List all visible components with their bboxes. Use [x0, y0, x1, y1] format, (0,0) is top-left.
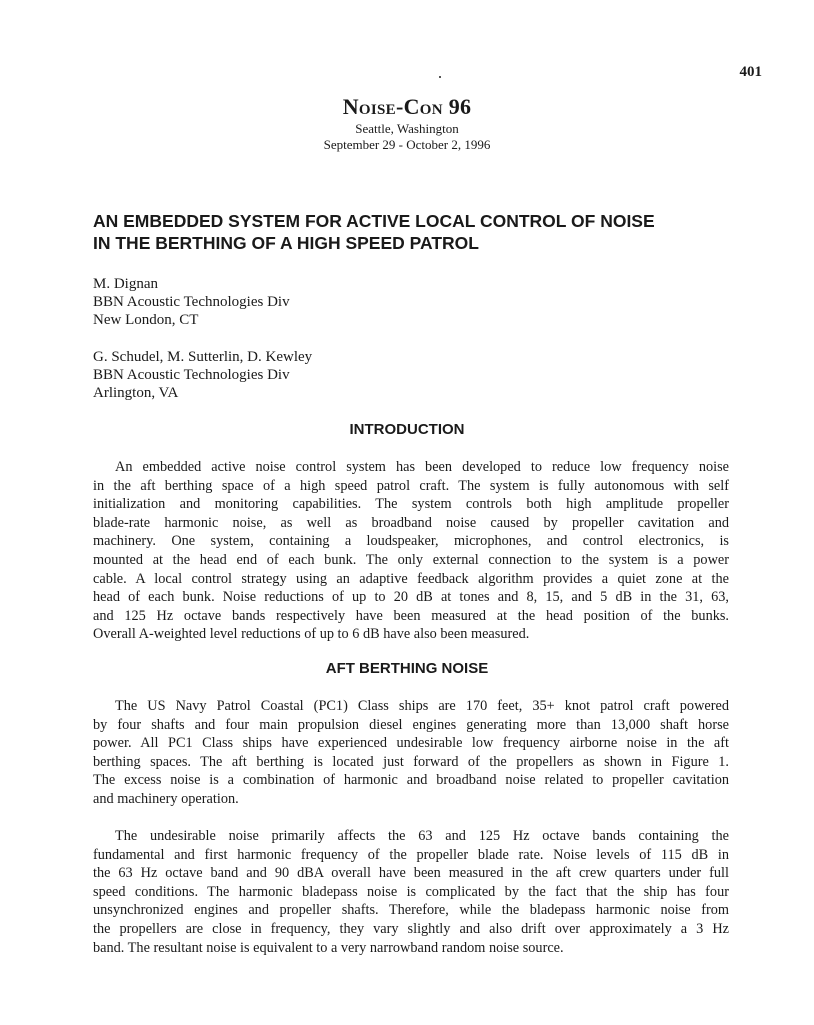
paper-title-line: IN THE BERTHING OF A HIGH SPEED PATROL [93, 233, 479, 253]
paragraph-line: machinery. One system, containing a loudspeaker, microphones, and control electronics, is [93, 533, 729, 550]
section-heading-aft-berthing-noise: AFT BERTHING NOISE [325, 660, 489, 677]
paragraph-line: initialization and monitoring capabilities. The system controls both high amplitude propeller [93, 496, 729, 513]
paragraph-line: unsynchronized engines and propeller shafts. Therefore, while the bladepass harmonic noise from [93, 902, 729, 919]
conference-name-cap-1: N [342, 94, 359, 119]
author-names: G. Schudel, M. Sutterlin, D. Kewley [93, 349, 313, 365]
author-location: Arlington, VA [93, 385, 179, 401]
paragraph-line: An embedded active noise control system has been developed to reduce low frequency noise [115, 459, 729, 475]
paragraph-aft-berthing-1 [93, 697, 729, 809]
paragraph-line: head of each bunk. Noise reductions of up to 20 dB at tones and 8, 15, and 5 dB in the 31, 63, [93, 589, 729, 606]
conference-location: Seattle, Washington [355, 121, 459, 136]
paragraph-line: speed conditions. The harmonic bladepass noise is complicated by the fact that the ship has four [93, 883, 729, 900]
conference-header [0, 93, 814, 153]
paragraph-line: blade-rate harmonic noise, as well as broadband noise caused by propeller cavitation and [93, 514, 729, 531]
paper-title [93, 210, 753, 254]
paragraph-line: band. The resultant noise is equivalent to a very narrowband random noise source. [93, 939, 564, 956]
paragraph-line: cable. A local control strategy using an adaptive feedback algorithm provides a quiet zone at the [93, 570, 729, 587]
paragraph-aft-berthing-2 [93, 827, 729, 957]
paragraph-line: fundamental and first harmonic frequency of the propeller blade rate. Noise levels of 115 dB in [93, 846, 729, 863]
paragraph-introduction [93, 458, 729, 644]
paragraph-line: The excess noise is a combination of harmonic and broadband noise related to propeller cavitation [93, 772, 729, 789]
paragraph-line: power. All PC1 Class ships have experienced undesirable low frequency airborne noise in the aft [93, 735, 729, 752]
paragraph-line: in the aft berthing space of a high speed patrol craft. The system is fully autonomous with self [93, 477, 729, 494]
paragraph-line: mounted at the head end of each bunk. The only external connection to the system is a power [93, 551, 729, 568]
paragraph-line: the 63 Hz octave band and 90 dBA overall have been measured in the aft crew quarters under full [93, 865, 729, 882]
conference-year: 96 [442, 94, 472, 119]
author-location: New London, CT [93, 312, 199, 328]
conference-name [0, 93, 814, 121]
paper-title-line: AN EMBEDDED SYSTEM FOR ACTIVE LOCAL CONTROL OF NOISE [93, 211, 655, 231]
conference-name-cap-2: C [403, 94, 420, 119]
paragraph-line: and machinery operation. [93, 790, 239, 807]
conference-name-smallcaps-2: on [419, 94, 443, 119]
author-block [93, 275, 290, 329]
paragraph-line: by four shafts and four main propulsion diesel engines generating more than 13,000 shaft horse [93, 716, 729, 733]
conference-name-smallcaps-1: oise [358, 94, 396, 119]
paragraph-line: berthing spaces. The aft berthing is located just forward of the propellers as shown in Figure 1. [93, 753, 729, 770]
author-affiliation: BBN Acoustic Technologies Div [93, 294, 290, 310]
scan-speck [439, 76, 441, 78]
paragraph-line: The US Navy Patrol Coastal (PC1) Class ships are 170 feet, 35+ knot patrol craft powered [115, 698, 729, 714]
paragraph-line: Overall A-weighted level reductions of up to 6 dB have also been measured. [93, 626, 530, 643]
author-block [93, 348, 312, 402]
conference-dates: September 29 - October 2, 1996 [323, 137, 491, 152]
page-number: 401 [739, 64, 762, 80]
author-affiliation: BBN Acoustic Technologies Div [93, 367, 290, 383]
section-heading-introduction: INTRODUCTION [349, 421, 465, 438]
paragraph-line: the propellers are close in frequency, they vary slightly and also drift over approximately a 3 Hz [93, 920, 729, 937]
conference-name-dash: - [395, 94, 404, 119]
paragraph-line: The undesirable noise primarily affects the 63 and 125 Hz octave bands containing the [115, 828, 729, 844]
author-names: M. Dignan [93, 276, 158, 292]
paragraph-line: and 125 Hz octave bands respectively have been measured at the head position of the bunks. [93, 607, 729, 624]
